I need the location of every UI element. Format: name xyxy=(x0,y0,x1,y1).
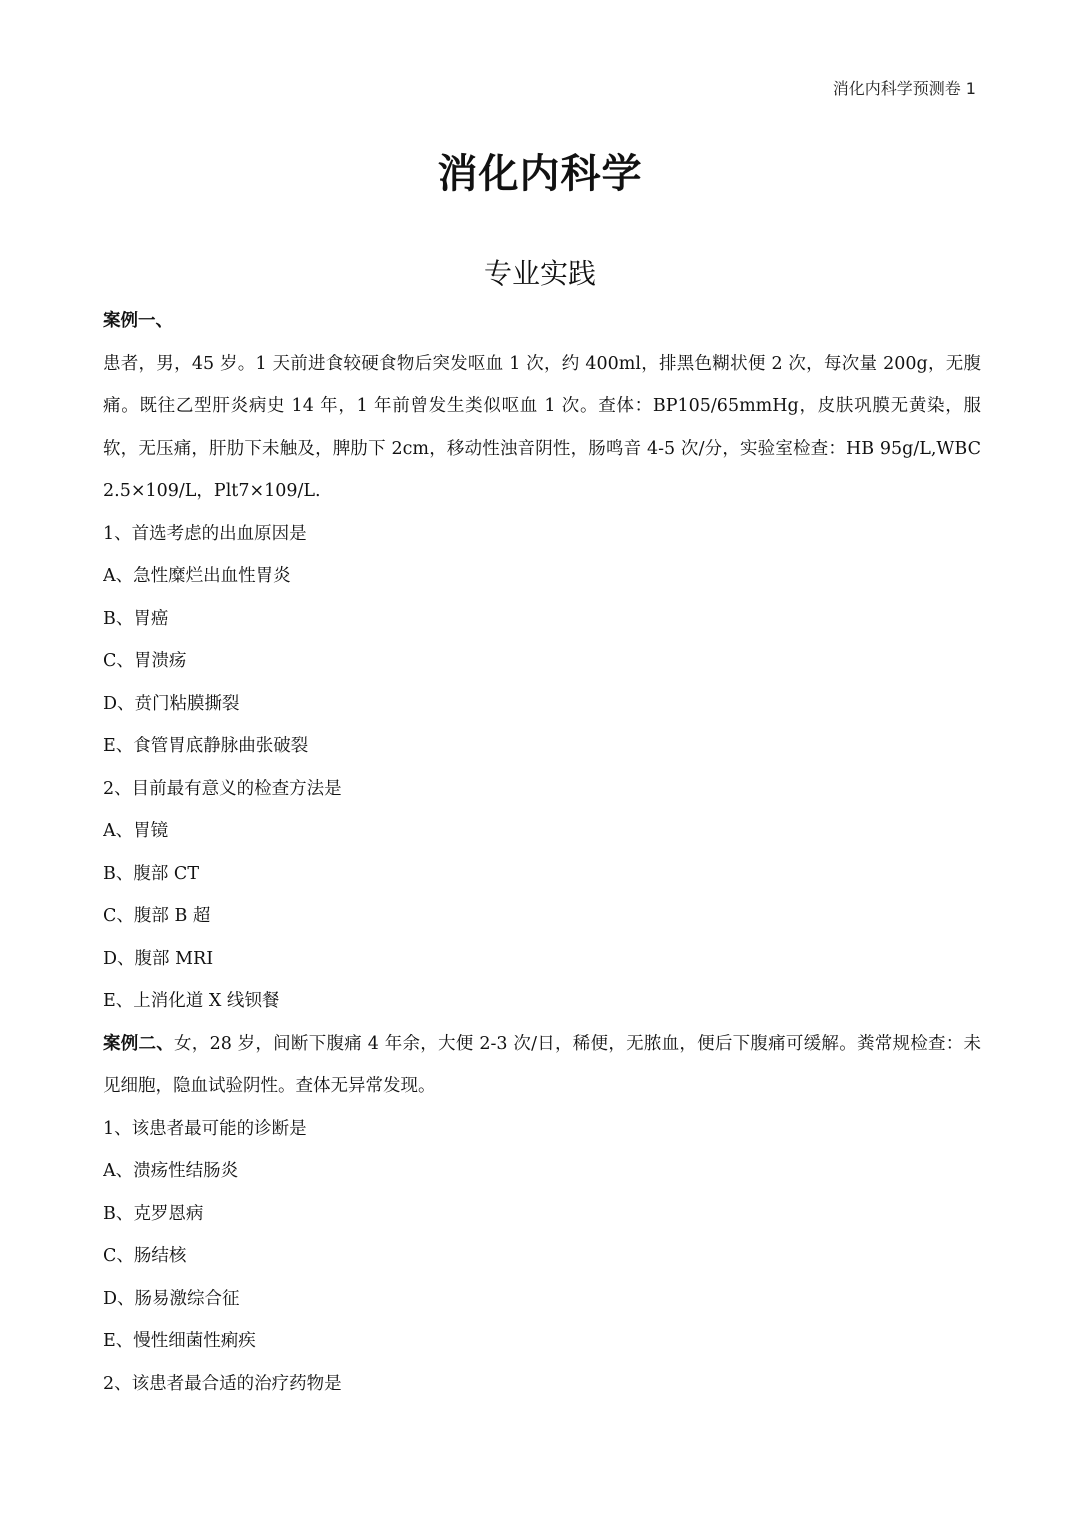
case1-q2-option-c: C、腹部 B 超 xyxy=(103,906,211,926)
case1-q1-option-a: A、急性糜烂出血性胃炎 xyxy=(103,566,291,586)
section-subtitle: 专业实践 xyxy=(483,257,596,290)
case2-q1-option-e: E、慢性细菌性痢疾 xyxy=(103,1331,256,1351)
case2-q1-option-c: C、肠结核 xyxy=(103,1246,187,1266)
case2-q2-stem: 2、该患者最合适的治疗药物是 xyxy=(103,1373,342,1394)
case2-description: 女，28 岁，间断下腹痛 4 年余，大便 2-3 次/日，稀便，无脓血，便后下腹痛可缓解。粪常规检查：未见细胞，隐血试验阴性。查体无异常发现。 xyxy=(103,1033,982,1096)
document-title: 消化内科学 xyxy=(437,151,643,197)
case1-q2-option-a: A、胃镜 xyxy=(103,821,169,841)
case1-q1-option-c: C、胃溃疡 xyxy=(103,651,187,671)
case2-q1-option-d: D、肠易激综合征 xyxy=(103,1288,240,1309)
case1-description: 患者，男，45 岁。1 天前进食较硬食物后突发呕血 1 次，约 400ml，排黑色糊状便 2 次，每次量 200g，无腹痛。既往乙型肝炎病史 14 年，1 年前曾发生类似呕血 1 次。查体：BP105/65mmHg，皮肤巩膜无黄染，服软，无压痛，肝肋下未触及，脾肋下 2cm，移动性浊音阴性，肠鸣音 4-5 次/分，实验室检查：HB 95g/L,WBC 2.5×109/L，Plt7×109/L. xyxy=(103,353,981,501)
case1-q2-option-e: E、上消化道 X 线钡餐 xyxy=(103,991,280,1011)
case2-q1-stem: 1、该患者最可能的诊断是 xyxy=(103,1118,307,1139)
case1-q2-option-b: B、腹部 CT xyxy=(103,863,199,884)
case1-q2-option-d: D、腹部 MRI xyxy=(103,948,214,969)
case2-block xyxy=(103,1023,981,1108)
document-body xyxy=(103,300,981,1405)
case2-q1-option-a: A、溃疡性结肠炎 xyxy=(103,1161,239,1181)
case2-q1-option-b: B、克罗恩病 xyxy=(103,1203,204,1224)
case1-label: 案例一、 xyxy=(103,311,173,331)
case2-label: 案例二、 xyxy=(103,1033,175,1054)
case1-q2-stem: 2、目前最有意义的检查方法是 xyxy=(103,778,342,799)
case1-q1-option-d: D、贲门粘膜撕裂 xyxy=(103,693,240,714)
running-header: 消化内科学预测卷 1 xyxy=(832,79,976,98)
case1-q1-stem: 1、首选考虑的出血原因是 xyxy=(103,523,307,544)
case1-q1-option-b: B、胃癌 xyxy=(103,608,169,629)
case1-q1-option-e: E、食管胃底静脉曲张破裂 xyxy=(103,736,309,756)
